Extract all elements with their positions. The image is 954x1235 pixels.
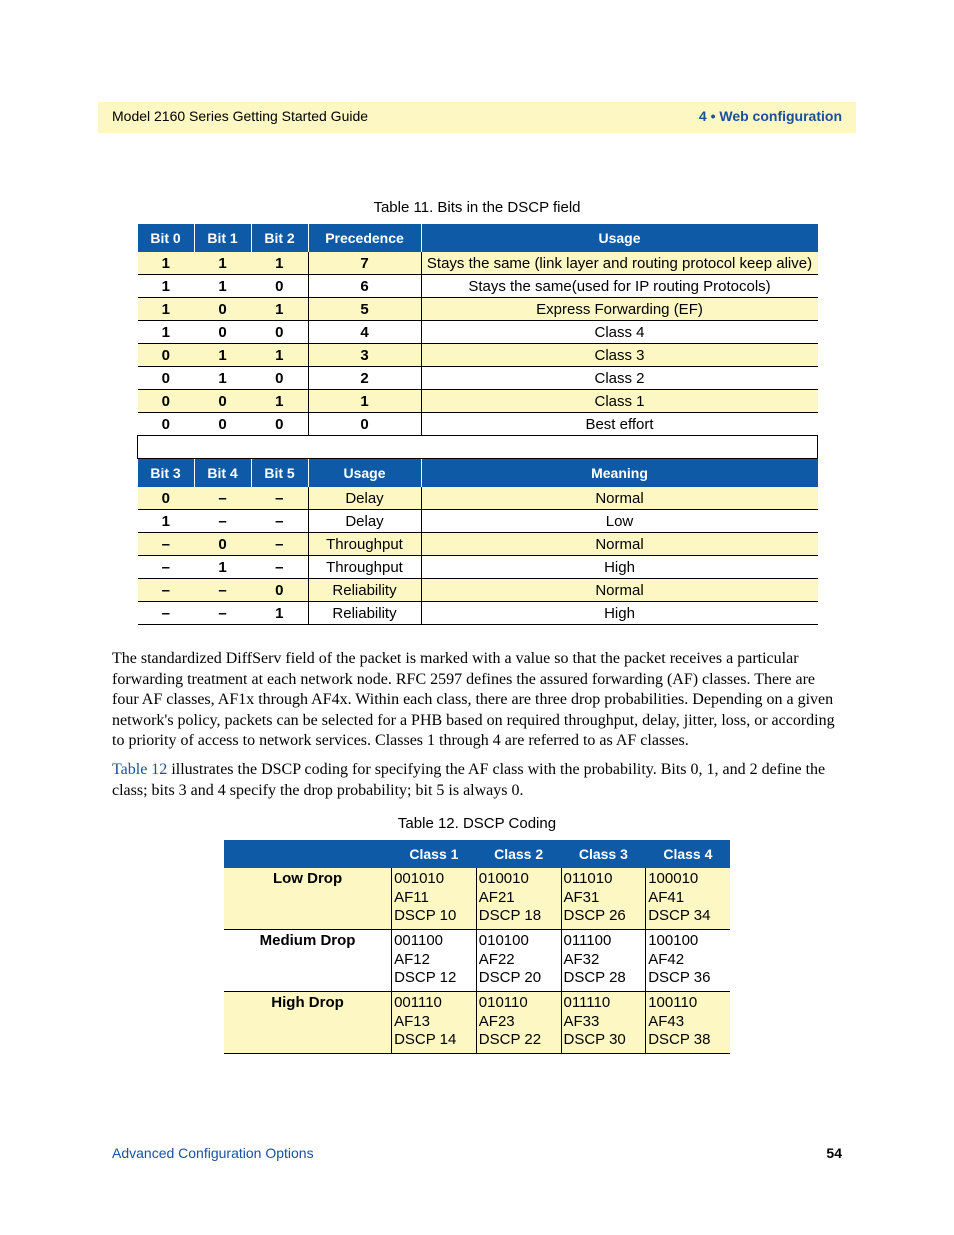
table12-header: Class 2 — [476, 840, 561, 868]
header-chapter: 4 • Web configuration — [698, 108, 842, 124]
table-cell: High — [421, 556, 818, 579]
table-cell: 1 — [251, 344, 308, 367]
table11-header-row-2 — [138, 459, 818, 488]
paragraph-diffserv: The standardized DiffServ field of the packet is marked with a value so that the packet receives a particular forwarding treatment at each network node. RFC 2597 defines the assured forwarding (AF) classes. There are four AF classes, AF1x through AF4x. Within each class, there are three drop probabilities. Depending on a given network's policy, packets can be selected for a PHB based on required throughput, delay, jitter, loss, or according to priority of access to network services. Classes 1 through 4 are referred to as AF classes. — [112, 650, 835, 749]
table-cell: 0 — [251, 321, 308, 344]
table-cell: – — [138, 533, 195, 556]
table-cell: Normal — [421, 533, 818, 556]
table11-caption: Table 11. Bits in the DSCP field — [373, 199, 581, 216]
table-row — [138, 602, 818, 625]
table-cell: – — [194, 602, 251, 625]
table-cell: Low — [421, 510, 818, 533]
table-cell: Delay — [308, 487, 421, 510]
dscp-coding-table — [224, 840, 730, 1054]
page-header — [98, 102, 856, 133]
table-cell: Stays the same(used for IP routing Protocols) — [421, 275, 818, 298]
table-cell: Reliability — [308, 579, 421, 602]
table-cell: – — [138, 556, 195, 579]
table-spacer-row — [138, 436, 818, 459]
footer-section-title: Advanced Configuration Options — [112, 1145, 314, 1161]
table-cell: Class 1 — [421, 390, 818, 413]
table-cell: 100100 AF42 DSCP 36 — [646, 930, 730, 992]
table-cell: 001110 AF13 DSCP 14 — [392, 992, 477, 1054]
header-guide-title: Model 2160 Series Getting Started Guide — [112, 108, 369, 124]
table11-header: Bit 5 — [251, 459, 308, 488]
row-label: Medium Drop — [224, 930, 392, 992]
page-number: 54 — [826, 1145, 842, 1161]
table-cell: 1 — [251, 298, 308, 321]
table12-header: Class 4 — [646, 840, 730, 868]
table-row — [138, 367, 818, 390]
table-cell: 1 — [138, 510, 195, 533]
table-cell: 0 — [138, 487, 195, 510]
table11-header: Usage — [308, 459, 421, 488]
table-cell: 6 — [308, 275, 421, 298]
table-row — [138, 487, 818, 510]
table-cell: 0 — [194, 413, 251, 436]
table12-link[interactable]: Table 12 — [112, 761, 168, 778]
table-cell: Delay — [308, 510, 421, 533]
table-cell: 5 — [308, 298, 421, 321]
table-cell: 0 — [138, 367, 195, 390]
table-cell: 1 — [251, 390, 308, 413]
table-row — [224, 992, 730, 1054]
table-cell: 011010 AF31 DSCP 26 — [561, 868, 646, 930]
table-cell: 010010 AF21 DSCP 18 — [476, 868, 561, 930]
table11-header: Meaning — [421, 459, 818, 488]
table-cell: Reliability — [308, 602, 421, 625]
table-cell: 1 — [194, 367, 251, 390]
table-cell: – — [194, 510, 251, 533]
table11-header: Bit 1 — [194, 224, 251, 252]
table-cell: 011100 AF32 DSCP 28 — [561, 930, 646, 992]
table-cell: 1 — [138, 298, 195, 321]
table-cell: 1 — [138, 321, 195, 344]
table12-caption: Table 12. DSCP Coding — [397, 815, 557, 832]
table-cell: Normal — [421, 579, 818, 602]
table-cell: High — [421, 602, 818, 625]
table-row — [138, 252, 818, 275]
table-cell: 010110 AF23 DSCP 22 — [476, 992, 561, 1054]
table-cell: – — [138, 602, 195, 625]
table-cell: 0 — [194, 390, 251, 413]
table-cell: Class 3 — [421, 344, 818, 367]
table-cell: Class 2 — [421, 367, 818, 390]
table-row — [138, 298, 818, 321]
table-row — [138, 533, 818, 556]
table-cell: 0 — [308, 413, 421, 436]
table-cell: 0 — [251, 579, 308, 602]
table-cell: Express Forwarding (EF) — [421, 298, 818, 321]
table-cell: 0 — [138, 390, 195, 413]
table-cell: 1 — [138, 275, 195, 298]
table-cell: 0 — [251, 275, 308, 298]
table11-header: Bit 0 — [138, 224, 195, 252]
table-row — [138, 579, 818, 602]
table-cell: 0 — [251, 413, 308, 436]
dscp-bits-table — [137, 224, 818, 625]
table-row — [224, 930, 730, 992]
table-cell: 1 — [308, 390, 421, 413]
row-label: Low Drop — [224, 868, 392, 930]
table11-header: Usage — [421, 224, 818, 252]
table-row — [138, 275, 818, 298]
table-cell: – — [194, 487, 251, 510]
table12-header — [224, 840, 392, 868]
table-cell: 011110 AF33 DSCP 30 — [561, 992, 646, 1054]
table-cell: 1 — [194, 252, 251, 275]
table11-header: Bit 3 — [138, 459, 195, 488]
table11-header-row — [138, 224, 818, 252]
table-cell: 1 — [194, 275, 251, 298]
table-row — [138, 344, 818, 367]
table-cell: 4 — [308, 321, 421, 344]
table-cell: 0 — [138, 344, 195, 367]
table-cell: 0 — [194, 533, 251, 556]
table-cell: Throughput — [308, 556, 421, 579]
table-cell: 3 — [308, 344, 421, 367]
table-cell: 001010 AF11 DSCP 10 — [392, 868, 477, 930]
table-cell: – — [251, 510, 308, 533]
table-cell: 2 — [308, 367, 421, 390]
table-cell: 0 — [194, 321, 251, 344]
table-cell: 0 — [251, 367, 308, 390]
table12-header-row — [224, 840, 730, 868]
table-cell: 7 — [308, 252, 421, 275]
table-row — [138, 390, 818, 413]
table-row — [138, 413, 818, 436]
table-row — [224, 868, 730, 930]
table-row — [138, 556, 818, 579]
table-cell: – — [138, 579, 195, 602]
spacer-cell — [138, 436, 818, 459]
table-row — [138, 321, 818, 344]
table-cell: – — [251, 533, 308, 556]
table-cell: – — [251, 487, 308, 510]
table-cell: 1 — [194, 344, 251, 367]
table11-header: Bit 2 — [251, 224, 308, 252]
table-cell: 010100 AF22 DSCP 20 — [476, 930, 561, 992]
table11-header: Precedence — [308, 224, 421, 252]
table-cell: 001100 AF12 DSCP 12 — [392, 930, 477, 992]
table-cell: 100110 AF43 DSCP 38 — [646, 992, 730, 1054]
paragraph-table12-intro — [112, 760, 842, 801]
table12-header: Class 1 — [392, 840, 477, 868]
table-cell: 100010 AF41 DSCP 34 — [646, 868, 730, 930]
table-cell: – — [251, 556, 308, 579]
table-cell: Stays the same (link layer and routing protocol keep alive) — [421, 252, 818, 275]
table-cell: 1 — [194, 556, 251, 579]
row-label: High Drop — [224, 992, 392, 1054]
table-row — [138, 510, 818, 533]
table-cell: 0 — [138, 413, 195, 436]
table-cell: 1 — [138, 252, 195, 275]
table-cell: 1 — [251, 252, 308, 275]
table-cell: Class 4 — [421, 321, 818, 344]
table-cell: 1 — [251, 602, 308, 625]
table-cell: 0 — [194, 298, 251, 321]
table-cell: Throughput — [308, 533, 421, 556]
table-cell: Best effort — [421, 413, 818, 436]
paragraph-text: illustrates the DSCP coding for specifying the AF class with the probability. Bits 0, 1, and 2 define the class; bits 3 and 4 specify the drop probability; bit 5 is always 0. — [112, 761, 826, 799]
table-cell: – — [194, 579, 251, 602]
table-cell: Normal — [421, 487, 818, 510]
table12-header: Class 3 — [561, 840, 646, 868]
table11-header: Bit 4 — [194, 459, 251, 488]
